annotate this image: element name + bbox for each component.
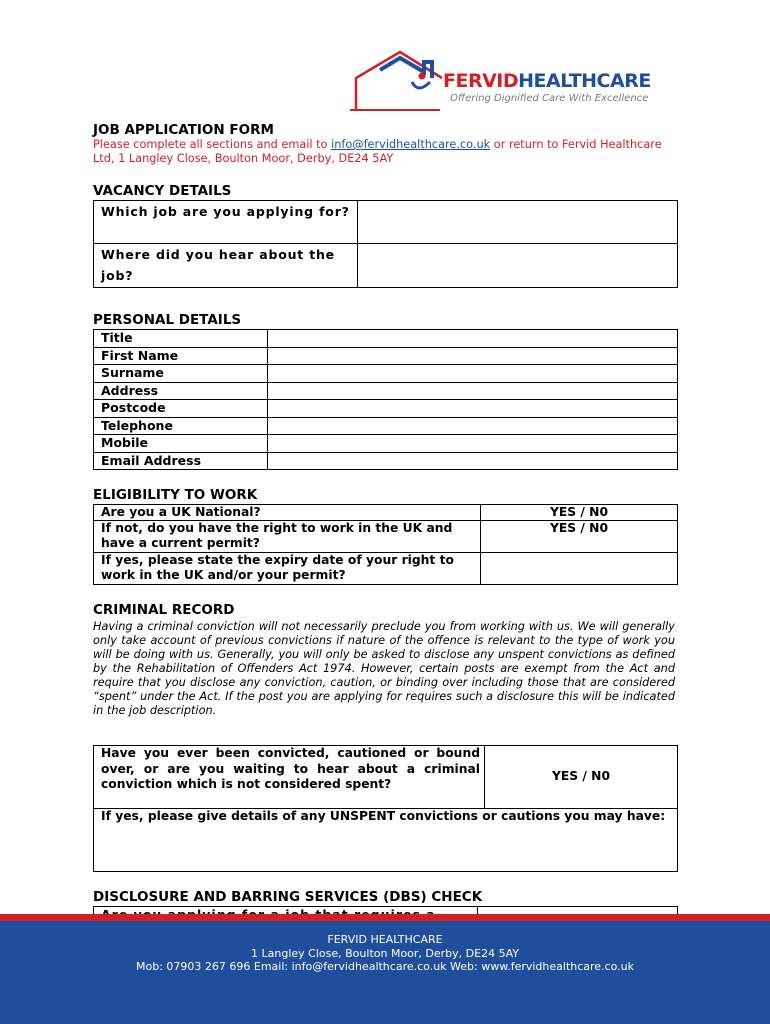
personal-label: Telephone [94, 417, 268, 435]
conviction-details-field[interactable]: If yes, please give details of any UNSPENT convictions or cautions you may have: [94, 809, 678, 872]
personal-table [93, 329, 678, 470]
conviction-question: Have you ever been convicted, cautioned or bound over, or are you waiting to hear about a criminal conviction which is not considered spent? [94, 746, 485, 809]
yes-no-answer[interactable]: YES / N0 [485, 746, 678, 809]
footer-address: 1 Langley Close, Boulton Moor, Derby, DE24 5AY [251, 946, 519, 960]
personal-label: Postcode [94, 400, 268, 418]
form-title: JOB APPLICATION FORM [93, 122, 274, 138]
intro-text: Please complete all sections and email to info@fervidhealthcare.co.uk or return to Fervid Healthcare Ltd, 1 Langley Close, Boulton Moor, Derby, DE24 5AY [93, 138, 662, 165]
criminal-heading: CRIMINAL RECORD [93, 602, 235, 618]
personal-field[interactable] [268, 330, 678, 348]
personal-field[interactable] [268, 400, 678, 418]
personal-label: Address [94, 382, 268, 400]
eligibility-question: If yes, please state the expiry date of your right to work in the UK and/or your permit? [94, 553, 481, 585]
eligibility-question: If not, do you have the right to work in the UK and have a current permit? [94, 521, 481, 553]
personal-field[interactable] [268, 417, 678, 435]
criminal-paragraph: Having a criminal conviction will not necessarily preclude you from working with us. We will generally only take account of previous convictions if nature of the offence is relevant to the type of work you will be doing with us. Generally, you will only be asked to disclose any unspent convictions as defined by the Rehabilitation of Offenders Act 1974. However, certain posts are exempt from the Act and require that you disclose any conviction, caution, or binding over including those that are considered “spent” under the Act. If the post you are applying for requires such a disclosure this will be indicated in the job description. [93, 620, 675, 717]
eligibility-table [93, 504, 678, 585]
personal-field[interactable] [268, 435, 678, 453]
personal-field[interactable] [268, 452, 678, 470]
eligibility-question: Are you a UK National? [94, 505, 481, 521]
personal-label: Email Address [94, 452, 268, 470]
house-logo-icon [350, 48, 450, 116]
personal-heading: PERSONAL DETAILS [93, 312, 242, 328]
personal-label: Surname [94, 365, 268, 383]
yes-no-answer[interactable]: YES / N0 [481, 521, 678, 553]
footer-company: FERVID HEALTHCARE [327, 933, 443, 946]
brand-tagline: Offering Dignified Care With Excellence [450, 93, 649, 104]
vacancy-question: Which job are you applying for? [94, 201, 358, 244]
personal-label: Mobile [94, 435, 268, 453]
criminal-table [93, 745, 678, 872]
expiry-date-field[interactable] [481, 553, 678, 585]
footer-contact: Mob: 07903 267 696 Email: info@fervidhealthcare.co.uk Web: www.fervidhealthcare.co.uk [136, 960, 634, 973]
vacancy-heading: VACANCY DETAILS [93, 183, 232, 199]
vacancy-table [93, 200, 678, 288]
personal-field[interactable] [268, 382, 678, 400]
eligibility-heading: ELIGIBILITY TO WORK [93, 487, 258, 503]
vacancy-answer-field[interactable] [358, 201, 678, 244]
vacancy-question: Where did you hear about the job? [94, 244, 358, 288]
personal-label: Title [94, 330, 268, 348]
personal-field[interactable] [268, 365, 678, 383]
dbs-heading: DISCLOSURE AND BARRING SERVICES (DBS) CHECK [93, 889, 483, 905]
page-footer [0, 921, 770, 1024]
brand-name: FERVIDHEALTHCARE [443, 70, 651, 92]
vacancy-answer-field[interactable] [358, 244, 678, 288]
company-logo [350, 48, 670, 116]
personal-label: First Name [94, 347, 268, 365]
yes-no-answer[interactable]: YES / N0 [481, 505, 678, 521]
email-link[interactable]: info@fervidhealthcare.co.uk [331, 138, 491, 151]
personal-field[interactable] [268, 347, 678, 365]
